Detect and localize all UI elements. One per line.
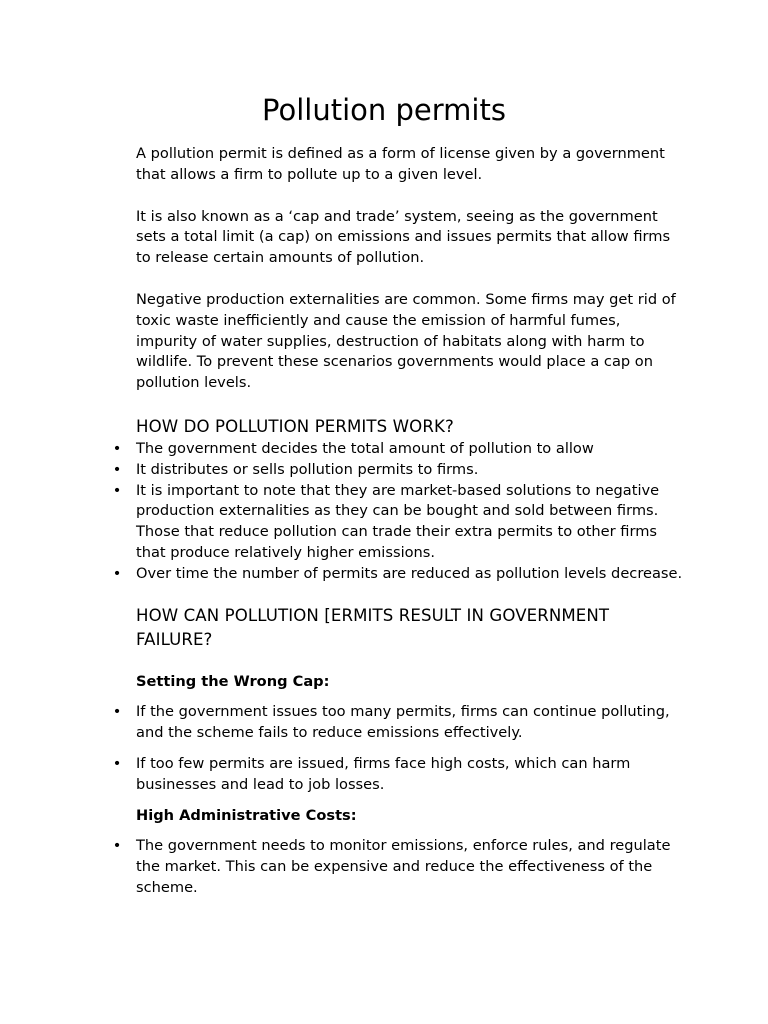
subheading-admin-costs: High Administrative Costs:	[136, 806, 357, 824]
list-item-text: If too few permits are issued, firms face high costs, which can harm businesses and lead to job losses.	[136, 754, 631, 793]
list-item-text: If the government issues too many permits, firms can continue polluting, and the scheme fails to reduce emissions effectively.	[136, 703, 670, 742]
list-item-text: The government needs to monitor emissions, enforce rules, and regulate the market. This can be expensive and reduce the effectiveness of the scheme.	[136, 837, 671, 896]
list-item-text: It distributes or sells pollution permits to firms.	[136, 460, 479, 478]
bullet-icon: •	[112, 460, 122, 478]
section-heading-government-failure: HOW CAN POLLUTION [ERMITS RESULT IN GOVERNMENT FAILURE?	[136, 605, 610, 649]
bullet-icon: •	[112, 703, 122, 721]
list-item	[112, 836, 684, 898]
list-item	[112, 702, 684, 744]
list-item-text: The government decides the total amount of pollution to allow	[136, 439, 594, 457]
list-item	[112, 481, 684, 564]
admin-costs-list	[112, 836, 684, 898]
wrong-cap-list	[112, 702, 684, 795]
document-body	[112, 144, 684, 909]
page-title: Pollution permits	[262, 93, 506, 127]
section-heading-how-permits-work: HOW DO POLLUTION PERMITS WORK?	[136, 416, 454, 436]
list-item-text: It is important to note that they are market-based solutions to negative production externalities as they can be bought and sold between firms. Those that reduce pollution can trade their extra permits to other firms that produce relatively higher emissions.	[136, 481, 660, 561]
list-item	[112, 754, 684, 796]
bullet-icon: •	[112, 439, 122, 457]
bullet-icon: •	[112, 564, 122, 582]
list-item	[112, 460, 684, 481]
bullet-icon: •	[112, 481, 122, 499]
list-item-text: Over time the number of permits are reduced as pollution levels decrease.	[136, 564, 683, 582]
list-item	[112, 439, 684, 460]
bullet-icon: •	[112, 837, 122, 855]
subheading-wrong-cap: Setting the Wrong Cap:	[136, 672, 330, 690]
bullet-icon: •	[112, 754, 122, 772]
how-permits-work-list	[112, 439, 684, 585]
intro-paragraph: A pollution permit is defined as a form of license given by a government that allows a firm to pollute up to a given level.	[136, 145, 665, 183]
list-item	[112, 564, 684, 585]
externalities-paragraph: Negative production externalities are common. Some firms may get rid of toxic waste inefficiently and cause the emission of harmful fumes, impurity of water supplies, destruction of habitats along with harm to wildlife. To prevent these scenarios governments would place a cap on pollution levels.	[136, 290, 676, 392]
cap-and-trade-paragraph: It is also known as a ‘cap and trade’ system, seeing as the government sets a total limit (a cap) on emissions and issues permits that allow firms to release certain amounts of pollution.	[136, 207, 671, 267]
